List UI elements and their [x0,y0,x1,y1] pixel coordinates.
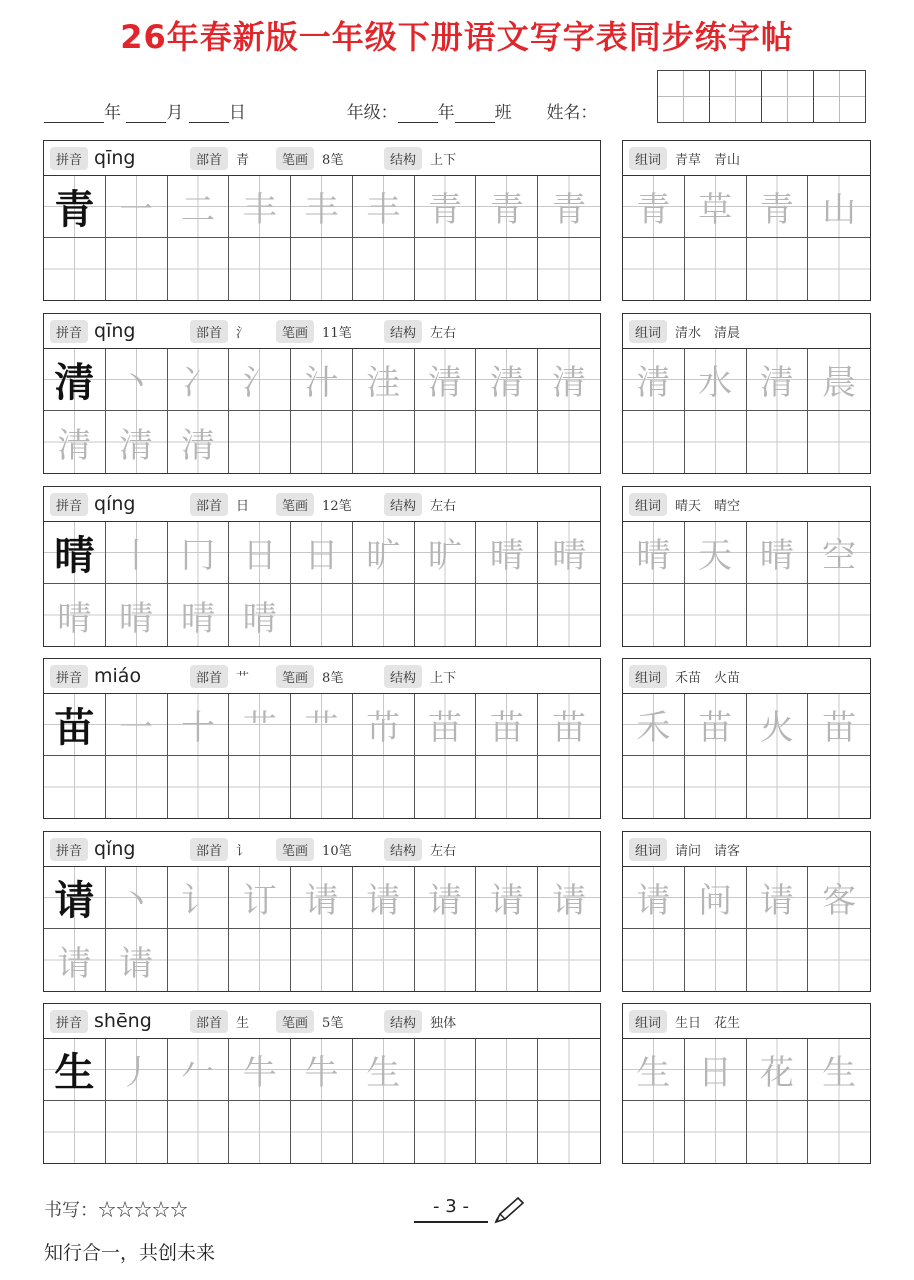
grade-label: 年级： [346,103,398,123]
word-trace-character[interactable]: 水 [685,349,747,411]
pinyin-value: qǐng [94,838,136,860]
empty-practice-cell[interactable] [229,411,291,473]
empty-practice-cell[interactable] [538,929,600,991]
structure-value: 上下 [430,670,457,686]
practice-grid[interactable] [44,349,600,473]
practice-panel [43,658,601,819]
trace-character[interactable]: 请 [353,867,415,929]
empty-word-cell[interactable] [623,584,685,646]
empty-practice-cell[interactable] [168,756,230,818]
trace-character[interactable]: 日 [229,522,291,584]
word-trace-character[interactable]: 天 [685,522,747,584]
trace-character[interactable]: 清 [415,349,477,411]
word-trace-character[interactable]: 晴 [747,522,809,584]
trace-character[interactable]: 晴 [538,522,600,584]
structure-tag: 结构 [384,147,422,170]
empty-practice-cell[interactable] [476,238,538,300]
trace-character[interactable]: 请 [291,867,353,929]
model-character[interactable]: 苗 [44,694,106,756]
words-header [623,832,870,867]
trace-character[interactable]: 清 [538,349,600,411]
empty-practice-cell[interactable] [291,756,353,818]
trace-character[interactable]: 十 [168,694,230,756]
grade-year-blank[interactable] [398,106,438,123]
practice-panel [43,486,601,647]
strokes-value: 8笔 [322,152,344,168]
radical-value: 青 [236,152,250,168]
trace-character[interactable]: 晴 [168,584,230,646]
practice-grid[interactable] [44,867,600,991]
trace-character[interactable]: 请 [538,867,600,929]
empty-practice-cell[interactable] [291,929,353,991]
trace-character[interactable]: 青 [415,176,477,238]
empty-practice-cell[interactable] [476,756,538,818]
empty-practice-cell[interactable] [44,238,106,300]
pinyin-value: qīng [94,320,136,342]
empty-word-cell[interactable] [747,756,809,818]
radical-value: 氵 [236,325,250,341]
practice-header [44,487,600,522]
words-panel [622,313,871,474]
empty-practice-cell[interactable] [229,1101,291,1163]
name-cell[interactable] [761,70,814,123]
structure-tag: 结构 [384,493,422,516]
empty-practice-cell[interactable] [415,1039,477,1101]
pinyin-value: shēng [94,1010,152,1032]
name-cell[interactable] [813,70,866,123]
words-grid[interactable] [623,176,870,300]
empty-word-cell[interactable] [808,584,870,646]
word-trace-character[interactable]: 请 [747,867,809,929]
strokes-tag: 笔画 [276,320,314,343]
trace-character[interactable]: 丿 [106,1039,168,1101]
practice-panel [43,1003,601,1164]
empty-practice-cell[interactable] [168,929,230,991]
strokes-value: 5笔 [322,1015,344,1031]
trace-character[interactable]: 晴 [476,522,538,584]
month-label: 月 [166,103,184,123]
year-blank[interactable] [44,106,104,123]
trace-character[interactable]: 请 [106,929,168,991]
empty-word-cell[interactable] [808,929,870,991]
empty-word-cell[interactable] [808,238,870,300]
rating: 书写：☆☆☆☆☆ [44,1200,188,1221]
trace-character[interactable]: 牛 [291,1039,353,1101]
radical-tag: 部首 [190,838,228,861]
model-character[interactable]: 晴 [44,522,106,584]
trace-character[interactable]: 牛 [229,1039,291,1101]
grade-class-blank[interactable] [455,106,495,123]
trace-character[interactable]: 丰 [353,176,415,238]
trace-character[interactable]: 丶 [106,349,168,411]
trace-character[interactable]: 青 [538,176,600,238]
word-trace-character[interactable]: 山 [808,176,870,238]
trace-character[interactable]: 氵 [229,349,291,411]
trace-character[interactable]: 丨 [106,522,168,584]
empty-practice-cell[interactable] [291,411,353,473]
empty-word-cell[interactable] [685,929,747,991]
word-trace-character[interactable]: 火 [747,694,809,756]
radical-value: 艹 [236,670,250,686]
empty-practice-cell[interactable] [415,411,477,473]
radical-tag: 部首 [190,665,228,688]
trace-character[interactable]: 生 [353,1039,415,1101]
words-grid[interactable] [623,694,870,818]
empty-practice-cell[interactable] [415,756,477,818]
pen-icon [492,1196,526,1226]
trace-character[interactable]: 晴 [106,584,168,646]
trace-character[interactable]: 清 [106,411,168,473]
words-grid[interactable] [623,867,870,991]
words-header [623,1004,870,1039]
empty-word-cell[interactable] [685,584,747,646]
words-header [623,314,870,349]
practice-grid[interactable] [44,694,600,818]
strokes-tag: 笔画 [276,493,314,516]
empty-word-cell[interactable] [685,238,747,300]
model-character[interactable]: 青 [44,176,106,238]
structure-tag: 结构 [384,665,422,688]
word-trace-character[interactable]: 生 [623,1039,685,1101]
words-value: 请问 请客 [675,843,741,859]
date-grade-line [44,98,597,123]
trace-character[interactable]: 冂 [168,522,230,584]
empty-practice-cell[interactable] [415,584,477,646]
word-trace-character[interactable]: 请 [623,867,685,929]
trace-character[interactable]: 二 [168,176,230,238]
empty-practice-cell[interactable] [476,1101,538,1163]
trace-character[interactable]: 晴 [44,584,106,646]
trace-character[interactable]: 旷 [353,522,415,584]
trace-character[interactable]: 𠂉 [168,1039,230,1101]
pinyin-value: qīng [94,147,136,169]
words-panel [622,831,871,992]
word-trace-character[interactable]: 晨 [808,349,870,411]
empty-practice-cell[interactable] [415,238,477,300]
empty-practice-cell[interactable] [353,411,415,473]
strokes-tag: 笔画 [276,147,314,170]
empty-practice-cell[interactable] [291,1101,353,1163]
trace-character[interactable]: 讠 [168,867,230,929]
name-cell[interactable] [657,70,710,123]
empty-word-cell[interactable] [747,411,809,473]
words-tag: 组词 [629,147,667,170]
word-trace-character[interactable]: 空 [808,522,870,584]
practice-header [44,832,600,867]
empty-practice-cell[interactable] [353,238,415,300]
empty-practice-cell[interactable] [44,756,106,818]
trace-character[interactable]: 冫 [168,349,230,411]
trace-character[interactable]: 清 [476,349,538,411]
words-tag: 组词 [629,665,667,688]
pinyin-value: miáo [94,665,142,687]
structure-tag: 结构 [384,1010,422,1033]
day-blank[interactable] [189,106,229,123]
empty-practice-cell[interactable] [353,1101,415,1163]
trace-character[interactable]: 日 [291,522,353,584]
month-blank[interactable] [126,106,166,123]
words-value: 青草 青山 [675,152,741,168]
trace-character[interactable]: 艹 [229,694,291,756]
practice-grid[interactable] [44,1039,600,1163]
trace-character[interactable]: 艹 [291,694,353,756]
empty-practice-cell[interactable] [229,756,291,818]
words-value: 生日 花生 [675,1015,741,1031]
trace-character[interactable]: 请 [415,867,477,929]
words-tag: 组词 [629,493,667,516]
words-header [623,659,870,694]
practice-panel [43,140,601,301]
empty-word-cell[interactable] [808,756,870,818]
model-character[interactable]: 清 [44,349,106,411]
day-label: 日 [228,103,246,123]
empty-practice-cell[interactable] [168,1101,230,1163]
empty-practice-cell[interactable] [538,584,600,646]
words-value: 禾苗 火苗 [675,670,741,686]
name-cell[interactable] [709,70,762,123]
trace-character[interactable]: 汁 [291,349,353,411]
empty-word-cell[interactable] [623,238,685,300]
empty-practice-cell[interactable] [476,584,538,646]
practice-header [44,141,600,176]
practice-header [44,1004,600,1039]
empty-word-cell[interactable] [808,411,870,473]
empty-practice-cell[interactable] [44,1101,106,1163]
strokes-tag: 笔画 [276,665,314,688]
word-trace-character[interactable]: 日 [685,1039,747,1101]
empty-practice-cell[interactable] [291,584,353,646]
trace-character[interactable]: 丰 [291,176,353,238]
trace-character[interactable]: 一 [106,694,168,756]
model-character[interactable]: 请 [44,867,106,929]
grade-year-label: 年 [437,103,455,123]
words-header [623,487,870,522]
empty-practice-cell[interactable] [415,929,477,991]
practice-header [44,659,600,694]
word-trace-character[interactable]: 禾 [623,694,685,756]
strokes-value: 10笔 [322,843,352,859]
empty-word-cell[interactable] [685,411,747,473]
empty-practice-cell[interactable] [106,756,168,818]
pinyin-value: qíng [94,493,136,515]
trace-character[interactable]: 丶 [106,867,168,929]
trace-character[interactable]: 旷 [415,522,477,584]
trace-character[interactable]: 晴 [229,584,291,646]
trace-character[interactable]: 清 [44,411,106,473]
grade-class-label: 班 [494,103,512,123]
words-panel [622,658,871,819]
radical-tag: 部首 [190,493,228,516]
empty-practice-cell[interactable] [538,238,600,300]
word-trace-character[interactable]: 苗 [685,694,747,756]
strokes-value: 11笔 [322,325,352,341]
word-trace-character[interactable]: 青 [623,176,685,238]
practice-panel [43,831,601,992]
word-trace-character[interactable]: 青 [747,176,809,238]
empty-word-cell[interactable] [623,1101,685,1163]
trace-character[interactable]: 请 [476,867,538,929]
empty-practice-cell[interactable] [106,1101,168,1163]
empty-practice-cell[interactable] [353,756,415,818]
words-tag: 组词 [629,838,667,861]
trace-character[interactable]: 苗 [538,694,600,756]
words-header [623,141,870,176]
empty-practice-cell[interactable] [415,1101,477,1163]
trace-character[interactable]: 芇 [353,694,415,756]
structure-value: 左右 [430,498,457,514]
empty-practice-cell[interactable] [168,238,230,300]
empty-word-cell[interactable] [808,1101,870,1163]
pinyin-tag: 拼音 [50,320,88,343]
word-trace-character[interactable]: 清 [747,349,809,411]
practice-header [44,314,600,349]
trace-character[interactable]: 请 [44,929,106,991]
practice-grid[interactable] [44,176,600,300]
trace-character[interactable]: 清 [168,411,230,473]
words-tag: 组词 [629,320,667,343]
empty-practice-cell[interactable] [291,238,353,300]
empty-practice-cell[interactable] [538,1039,600,1101]
empty-word-cell[interactable] [747,238,809,300]
radical-tag: 部首 [190,147,228,170]
empty-word-cell[interactable] [685,1101,747,1163]
pinyin-tag: 拼音 [50,838,88,861]
empty-practice-cell[interactable] [106,238,168,300]
structure-value: 左右 [430,325,457,341]
words-grid[interactable] [623,522,870,646]
empty-word-cell[interactable] [623,756,685,818]
empty-word-cell[interactable] [623,411,685,473]
word-trace-character[interactable]: 生 [808,1039,870,1101]
empty-word-cell[interactable] [685,756,747,818]
empty-practice-cell[interactable] [229,929,291,991]
empty-practice-cell[interactable] [476,1039,538,1101]
word-trace-character[interactable]: 晴 [623,522,685,584]
empty-practice-cell[interactable] [476,411,538,473]
words-grid[interactable] [623,349,870,473]
practice-panel [43,313,601,474]
structure-tag: 结构 [384,838,422,861]
pinyin-tag: 拼音 [50,1010,88,1033]
strokes-value: 12笔 [322,498,352,514]
strokes-value: 8笔 [322,670,344,686]
name-label: 姓名： [546,103,598,123]
word-trace-character[interactable]: 草 [685,176,747,238]
trace-character[interactable]: 洼 [353,349,415,411]
words-tag: 组词 [629,1010,667,1033]
empty-word-cell[interactable] [747,929,809,991]
pinyin-tag: 拼音 [50,493,88,516]
trace-character[interactable]: 丰 [229,176,291,238]
model-character[interactable]: 生 [44,1039,106,1101]
radical-value: 日 [236,498,250,514]
radical-tag: 部首 [190,320,228,343]
radical-value: 讠 [236,843,250,859]
trace-character[interactable]: 订 [229,867,291,929]
structure-value: 独体 [430,1015,457,1031]
page-title: 26年春新版一年级下册语文写字表同步练字帖 [120,18,794,56]
empty-practice-cell[interactable] [538,1101,600,1163]
trace-character[interactable]: 苗 [415,694,477,756]
words-panel [622,1003,871,1164]
empty-word-cell[interactable] [747,584,809,646]
empty-practice-cell[interactable] [229,238,291,300]
words-panel [622,486,871,647]
empty-practice-cell[interactable] [353,584,415,646]
empty-practice-cell[interactable] [538,756,600,818]
word-trace-character[interactable]: 清 [623,349,685,411]
structure-value: 上下 [430,152,457,168]
year-label: 年 [104,103,121,123]
trace-character[interactable]: 一 [106,176,168,238]
pinyin-tag: 拼音 [50,665,88,688]
words-grid[interactable] [623,1039,870,1163]
page-number: - 3 - [414,1196,488,1223]
pinyin-tag: 拼音 [50,147,88,170]
name-grid[interactable] [658,70,866,123]
trace-character[interactable]: 苗 [476,694,538,756]
strokes-tag: 笔画 [276,1010,314,1033]
words-value: 晴天 晴空 [675,498,741,514]
empty-word-cell[interactable] [623,929,685,991]
radical-value: 生 [236,1015,250,1031]
radical-tag: 部首 [190,1010,228,1033]
word-trace-character[interactable]: 苗 [808,694,870,756]
word-trace-character[interactable]: 客 [808,867,870,929]
strokes-tag: 笔画 [276,838,314,861]
trace-character[interactable]: 青 [476,176,538,238]
words-value: 清水 清晨 [675,325,741,341]
slogan: 知行合一，共创未来 [44,1242,216,1264]
empty-practice-cell[interactable] [476,929,538,991]
empty-practice-cell[interactable] [353,929,415,991]
word-trace-character[interactable]: 花 [747,1039,809,1101]
empty-practice-cell[interactable] [538,411,600,473]
words-panel [622,140,871,301]
word-trace-character[interactable]: 问 [685,867,747,929]
structure-tag: 结构 [384,320,422,343]
practice-grid[interactable] [44,522,600,646]
empty-word-cell[interactable] [747,1101,809,1163]
structure-value: 左右 [430,843,457,859]
